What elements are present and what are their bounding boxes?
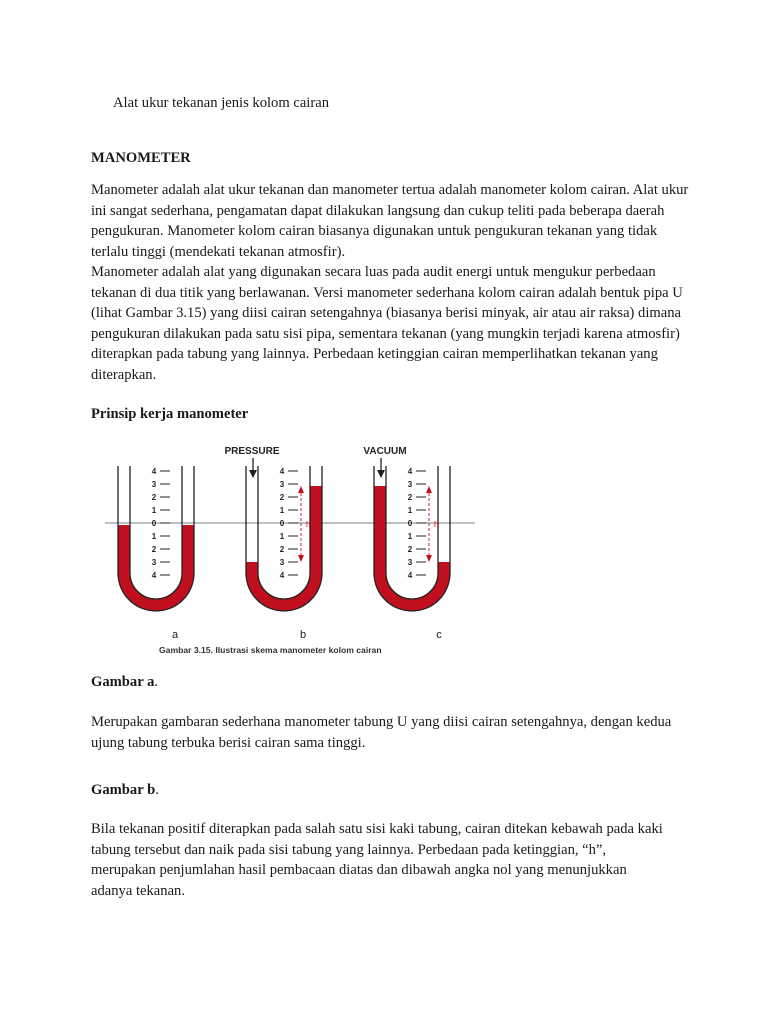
paragraph-definition: Manometer adalah alat ukur tekanan dan manometer tertua adalah manometer kolom cairan. Alat ukur ini sangat sederhana, pengamatan dapat dilakukan langsung dan cukup teliti pada beberapa daerah pengukuran. Manometer kolom cairan biasanya digunakan untuk pengukuran tekanan yang tidak terlalu tinggi (mendekati tekanan atmosfir). [91, 182, 689, 260]
scale-number: 2 [407, 545, 413, 554]
scale-number: 2 [151, 545, 157, 554]
gambar-b-heading [91, 780, 691, 801]
label-pressure: PRESSURE [224, 446, 280, 457]
gambar-b-title: Gambar b [91, 782, 156, 798]
scale-number: 3 [279, 558, 285, 567]
sublabel-a: a [171, 629, 179, 641]
scale-number: 4 [279, 467, 285, 476]
gambar-b-text: Bila tekanan positif diterapkan pada salah satu sisi kaki tabung, cairan ditekan kebawah pada kaki tabung tersebut dan naik pada sisi tabung yang lainnya. Perbedaan pada ketinggian, “h”, merupakan penjumlahan hasil pembacaan diatas dan dibawah angka nol yang menunjukkan adanya tekanan. [91, 821, 663, 899]
intro-caption: Alat ukur tekanan jenis kolom cairan [113, 95, 329, 111]
scale-number: 3 [151, 558, 157, 567]
scale-number: 4 [151, 571, 157, 580]
scale-number: 4 [407, 467, 413, 476]
scale-number: 1 [151, 532, 157, 541]
scale-number: 2 [407, 493, 413, 502]
gambar-a-title: Gambar a [91, 674, 155, 690]
gambar-a-text: Merupakan gambaran sederhana manometer tabung U yang diisi cairan setengahnya, dengan kedua ujung tabung terbuka berisi cairan sama tinggi. [91, 714, 672, 751]
scale-number: 2 [151, 493, 157, 502]
scale-b [280, 467, 298, 580]
scale-a [152, 467, 170, 580]
scale-number: 2 [279, 493, 285, 502]
heading-manometer: MANOMETER [91, 150, 191, 166]
sublabel-c: c [436, 629, 442, 641]
vacuum-arrow-icon [377, 458, 385, 478]
scale-number: 1 [407, 506, 413, 515]
label-vacuum: VACUUM [363, 446, 407, 457]
h-label-b: h [306, 520, 311, 529]
manometer-a [118, 466, 194, 611]
gambar-b-suffix: . [155, 782, 159, 798]
scale-number: 4 [407, 571, 413, 580]
paragraph-usage: Manometer adalah alat yang digunakan secara luas pada audit energi untuk mengukur perbedaan tekanan di dua titik yang berlawanan. Versi manometer sederhana kolom cairan adalah bentuk pipa U (lihat Gambar 3.15) yang diisi cairan setengahnya (biasanya berisi minyak, air atau air raksa) dimana pengukuran dilakukan pada satu sisi pipa, sementara tekanan (yang mungkin terjadi karena atmosfir) diterapkan pada tabung yang lainnya. Perbedaan ketinggian cairan memperlihatkan tekanan yang diterapkan. [91, 264, 683, 383]
scale-number: 1 [151, 506, 157, 515]
gambar-a-suffix: . [154, 674, 159, 690]
scale-number: 3 [407, 480, 413, 489]
gambar-a-heading [91, 672, 691, 693]
manometer-c [374, 466, 450, 611]
scale-number: 2 [279, 545, 285, 554]
scale-number: 3 [279, 480, 285, 489]
scale-number: 4 [151, 467, 157, 476]
heading-prinsip: Prinsip kerja manometer [91, 406, 249, 422]
scale-number: 0 [151, 519, 157, 528]
scale-number: 0 [407, 519, 413, 528]
h-label-c: h [434, 520, 439, 529]
manometer-figure [100, 438, 480, 660]
scale-number: 1 [407, 532, 413, 541]
scale-number: 3 [151, 480, 157, 489]
scale-c [408, 467, 426, 580]
figure-caption: Gambar 3.15. Ilustrasi skema manometer kolom cairan [159, 645, 382, 655]
scale-number: 4 [279, 571, 285, 580]
sublabel-b: b [299, 629, 307, 641]
pressure-arrow-icon [249, 458, 257, 478]
manometer-b [246, 466, 322, 611]
scale-number: 0 [279, 519, 285, 528]
scale-number: 3 [407, 558, 413, 567]
scale-number: 1 [279, 532, 285, 541]
scale-number: 1 [279, 506, 285, 515]
